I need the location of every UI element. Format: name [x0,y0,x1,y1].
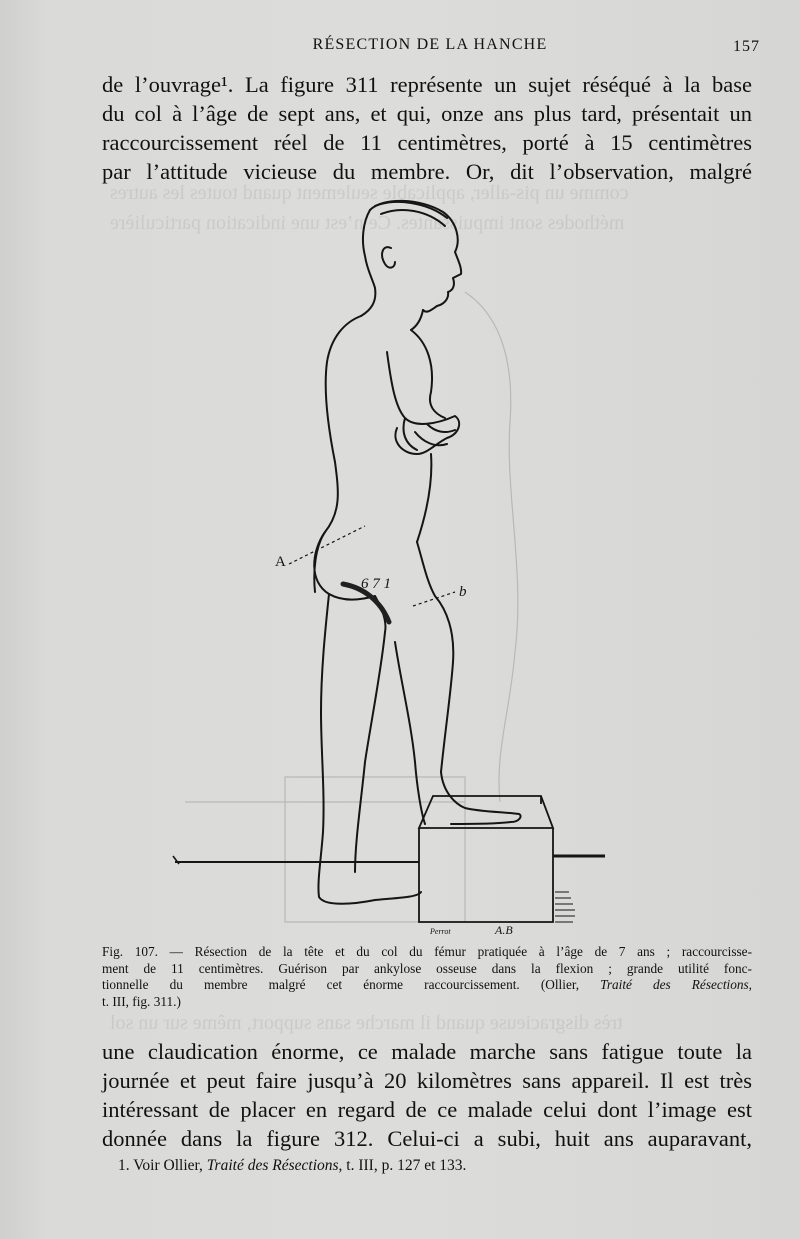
text-line: donnée dans la figure 312. Celui-ci a subi, huit ans auparavant, [102,1126,752,1151]
ear [382,247,395,268]
monogram: A.B [495,923,513,937]
footnote: 1. Voir Ollier, Traité des Résections, t. III, p. 127 et 133. [118,1157,467,1174]
text-line: une claudication énorme, ce malade marche sans fatigue toute la [102,1039,752,1064]
front-leg-raised [441,772,521,824]
running-title: RÉSECTION DE LA HANCHE [312,36,548,53]
footnote-citation: Traité des Résections [206,1157,339,1174]
ground-line [173,856,605,864]
scar-mark: 6 7 1 [361,576,391,592]
back-of-head [363,210,375,288]
wooden-box [419,796,553,922]
bleed-through-text: comme un pis-aller, applicable seulement quand toutes les autres [110,182,629,204]
hair [375,202,447,226]
label-a: A [275,554,286,570]
caption-line: ment de 11 centimètres. Guérison par ankylose osseuse dans la flexion ; grande utilité fonc- [102,960,752,976]
folded-arms [387,352,459,454]
belly [417,454,431,542]
front-calf [395,642,425,824]
bleed-through-text: très disgracieuse quand il marche sans support, même sur un sol [110,1012,623,1034]
engraver-signature: Perrot [430,927,451,936]
figure-labels [275,554,513,937]
caption-citation: Traité des Résections, [600,977,752,992]
page-number: 157 [733,38,760,55]
neck [361,288,423,330]
figure-label: Fig. 107. [102,944,159,959]
chest-outline [411,330,445,418]
box-shadow-hatching [555,892,575,922]
paragraph-top [102,70,752,186]
caption-line: tionnelle du membre malgré cet énorme raccourcissement. (Ollier, Traité des Résections, [102,977,752,992]
figure-caption [102,944,752,1010]
paragraph-bottom [102,1037,752,1153]
text-line: raccourcissement réel de 11 centimètres, porté à 15 centimètres [102,130,752,155]
abdomen-thigh [417,542,453,772]
text-line: du col à l’âge de sept ans, et qui, onze ans plus tard, présentait un [102,101,752,126]
standing-figure [314,201,520,904]
caption-line: t. III, fig. 311.) [102,993,181,1009]
figure-illustration [165,192,605,937]
running-head [100,36,760,58]
figure-drawing [165,192,605,937]
bleed-through-text: méthodes sont impuissantes. Ce n’est une indication particulière [110,212,625,234]
back-leg-inner [355,632,385,872]
back-leg [318,594,421,904]
text-line: intéressant de placer en regard de ce malade celui dont l’image est [102,1097,752,1122]
text-line: journée et peut faire jusqu’à 20 kilomètres sans appareil. Il est très [102,1068,752,1093]
text-line: par l’attitude vicieuse du membre. Or, dit l’observation, malgré [102,159,752,184]
label-b: b [459,584,467,600]
caption-line: Fig. 107. — Résection de la tête et du col du fémur pratiquée à l’âge de 7 ans ; raccourcisse- [102,944,753,959]
text-line: de l’ouvrage¹. La figure 311 représente un sujet réséqué à la base [102,72,752,97]
back-outline [314,316,361,592]
